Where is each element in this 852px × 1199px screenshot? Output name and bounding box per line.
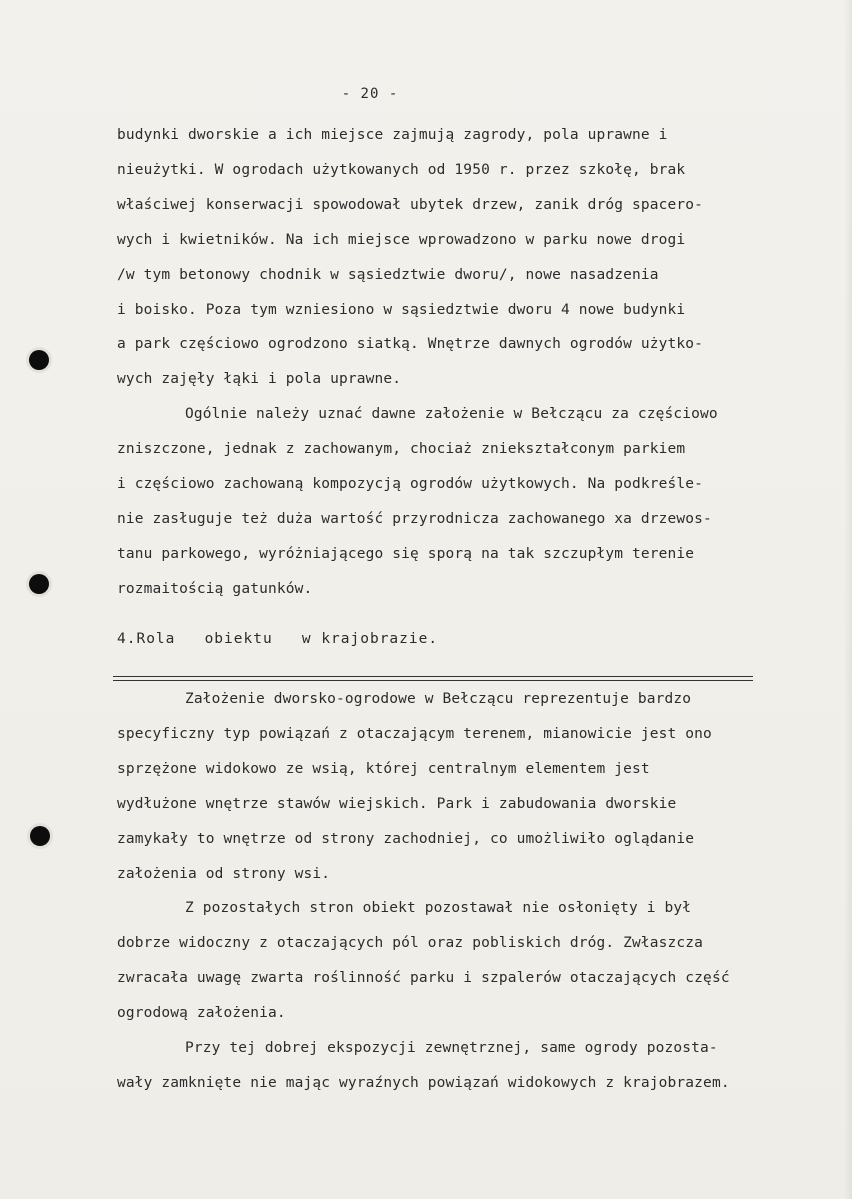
text-line: nieużytki. W ogrodach użytkowanych od 1950 r. przez szkołę, brak (117, 161, 686, 178)
text-line: nie zasługuje też duża wartość przyrodnicza zachowanego xa drzewos- (117, 510, 712, 527)
text-line: budynki dworskie a ich miejsce zajmują zagrody, pola uprawne i (117, 127, 668, 143)
punch-hole-middle (29, 574, 49, 594)
text-line: sprzężone widokowo ze wsią, której centralnym elementem jest (117, 760, 650, 777)
text-line: a park częściowo ogrodzono siatką. Wnętrze dawnych ogrodów użytko- (117, 336, 704, 353)
text-line: zamykały to wnętrze od strony zachodniej, co umożliwiło oglądanie (117, 830, 695, 847)
text-line: Z pozostałych stron obiekt pozostawał nie osłonięty i był (185, 900, 692, 917)
paragraph (117, 397, 847, 606)
text-line: dobrze widoczny z otaczających pól oraz pobliskich dróg. Zwłaszcza (117, 935, 704, 952)
text-line: wych i kwietników. Na ich miejsce wprowadzono w parku nowe drogi (117, 231, 686, 248)
body-text-top (117, 118, 847, 657)
text-line: Ogólnie należy uznać dawne założenie w Bełczącu za częściowo (185, 406, 718, 423)
text-line: zwracała uwagę zwarta roślinność parku i szpalerów otaczających część (117, 970, 730, 987)
text-line: specyficzny typ powiązań z otaczającym terenem, mianowicie jest ono (117, 725, 712, 742)
text-line: Założenie dworsko-ogrodowe w Bełczącu reprezentuje bardzo (185, 691, 692, 707)
text-line: wych zajęły łąki i pola uprawne. (117, 371, 402, 388)
text-line: właściwej konserwacji spowodował ubytek drzew, zanik dróg spacero- (117, 196, 704, 213)
paragraph (117, 891, 847, 1031)
paragraph (117, 1031, 847, 1101)
text-line: założenia od strony wsi. (117, 865, 331, 882)
paragraph (117, 118, 847, 397)
text-line: ogrodową założenia. (117, 1005, 286, 1022)
text-line: wały zamknięte nie mając wyraźnych powiązań widokowych z krajobrazem. (117, 1074, 730, 1091)
text-line: tanu parkowego, wyróżniającego się sporą na tak szczupłym terenie (117, 545, 695, 562)
paragraph (117, 682, 847, 891)
page-number: - 20 - (341, 86, 399, 102)
text-line: i boisko. Poza tym wzniesiono w sąsiedztwie dworu 4 nowe budynki (117, 301, 686, 318)
text-line: zniszczone, jednak z zachowanym, chociaż zniekształconym parkiem (117, 441, 686, 458)
body-text-bottom (117, 682, 847, 1101)
heading-underline (113, 676, 753, 681)
text-line: Przy tej dobrej ekspozycji zewnętrznej, same ogrody pozosta- (185, 1040, 718, 1057)
punch-hole-top (29, 350, 49, 370)
text-line: wydłużone wnętrze stawów wiejskich. Park i zabudowania dworskie (117, 795, 677, 812)
text-line: rozmaitością gatunków. (117, 580, 313, 597)
text-line: /w tym betonowy chodnik w sąsiedztwie dworu/, nowe nasadzenia (117, 266, 659, 283)
section-heading: 4.Rola obiektu w krajobrazie. (117, 630, 439, 647)
punch-hole-bottom (30, 826, 50, 846)
text-line: i częściowo zachowaną kompozycją ogrodów użytkowych. Na podkreśle- (117, 476, 704, 493)
